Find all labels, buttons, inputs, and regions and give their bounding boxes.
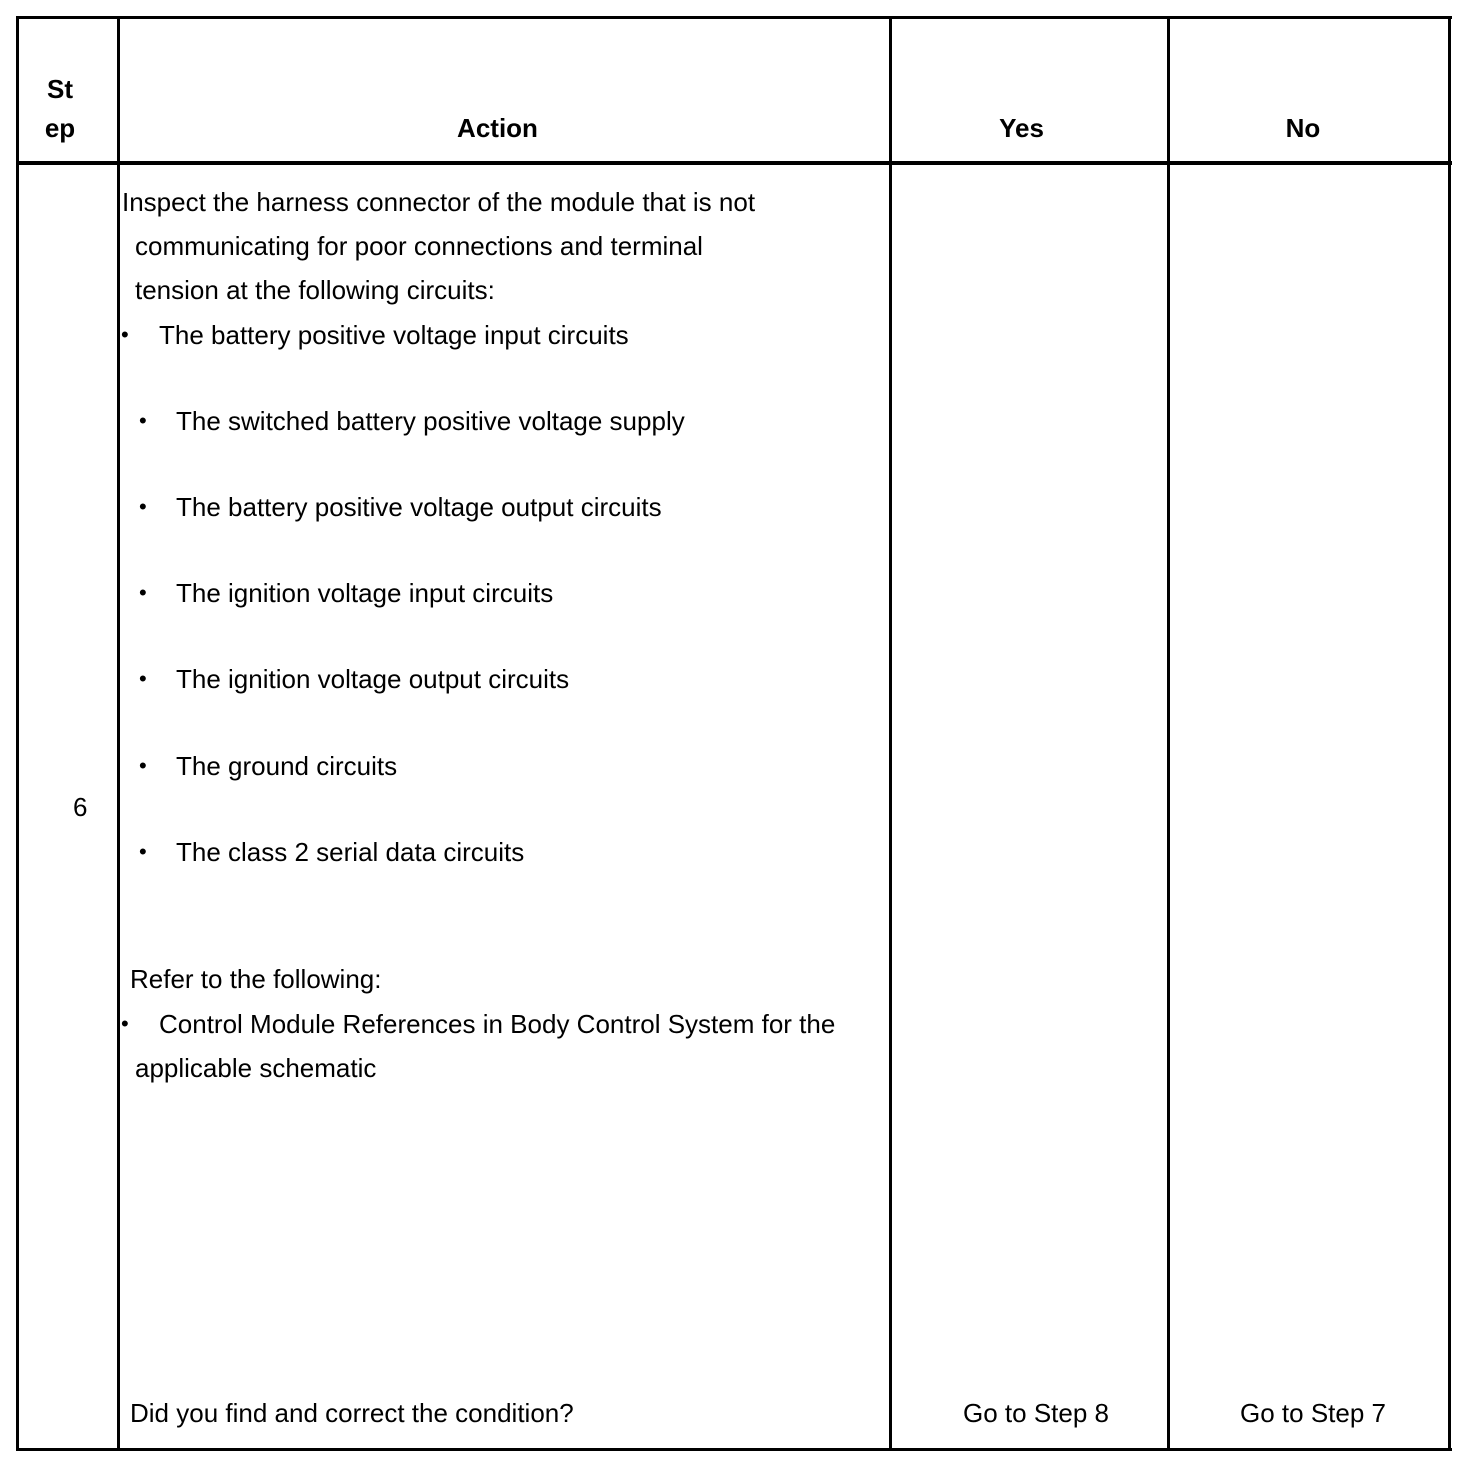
table-right-border xyxy=(1448,16,1451,1451)
refer-heading: Refer to the following: xyxy=(130,964,382,994)
bullet-dot: • xyxy=(139,839,147,864)
action-intro-line-1: Inspect the harness connector of the module that is not xyxy=(122,187,756,217)
header-divider xyxy=(16,161,1452,165)
list-item: The switched battery positive voltage supply xyxy=(176,406,685,436)
step-number: 6 xyxy=(73,792,88,822)
action-intro-line-3: tension at the following circuits: xyxy=(135,275,495,305)
header-action: Action xyxy=(457,113,538,143)
list-item-battery-input: The battery positive voltage input circuits xyxy=(159,320,629,350)
refer-item-line-1: Control Module References in Body Control System for the xyxy=(159,1009,836,1039)
header-step-line2: ep xyxy=(44,113,76,143)
column-divider-action-yes xyxy=(889,16,892,1451)
column-divider-yes-no xyxy=(1167,16,1170,1451)
bullet-dot: • xyxy=(139,580,147,605)
table-bottom-border xyxy=(16,1448,1452,1451)
action-intro-line-2: communicating for poor connections and terminal xyxy=(135,231,703,261)
refer-item-line-2: applicable schematic xyxy=(135,1053,377,1083)
bullet-dot: • xyxy=(139,408,147,433)
list-item: The battery positive voltage output circuits xyxy=(176,492,662,522)
bullet-dot: • xyxy=(139,494,147,519)
header-yes: Yes xyxy=(999,113,1044,143)
list-item: The ignition voltage output circuits xyxy=(176,664,570,694)
action-question: Did you find and correct the condition? xyxy=(130,1398,574,1428)
column-divider-step-action xyxy=(117,16,120,1451)
list-item: The class 2 serial data circuits xyxy=(176,837,525,867)
table-left-border xyxy=(16,16,19,1451)
table-top-border xyxy=(16,16,1452,19)
yes-result: Go to Step 8 xyxy=(963,1398,1109,1428)
list-item: The ground circuits xyxy=(176,751,398,781)
bullet-dot: • xyxy=(139,666,147,691)
bullet-dot: • xyxy=(139,753,147,778)
header-step-line1: St xyxy=(47,74,73,104)
list-item: The ignition voltage input circuits xyxy=(176,578,554,608)
header-no: No xyxy=(1285,113,1321,143)
bullet-dot: • xyxy=(121,1011,129,1036)
bullet-dot: • xyxy=(121,322,129,347)
no-result: Go to Step 7 xyxy=(1240,1398,1386,1428)
